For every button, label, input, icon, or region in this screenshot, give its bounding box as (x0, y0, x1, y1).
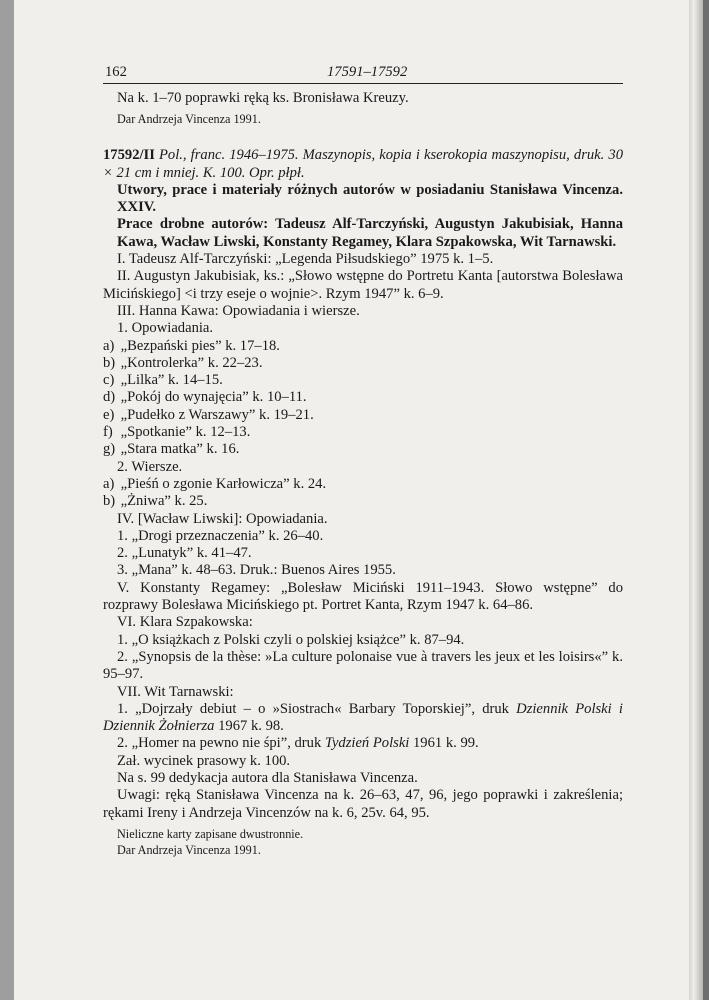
list-item: a) „Pieśń o zgonie Karłowicza” k. 24. (103, 475, 327, 492)
item-iii-1: 1. Opowiadania. (117, 320, 214, 337)
intro-donation: Dar Andrzeja Vincenza 1991. (117, 112, 261, 127)
item-ii: II. Augustyn Jakubisiak, ks.: „Słowo wstępne do Portretu Kanta [autorstwa Bolesława Micińskiego] <i trzy eseje o wojnie>. Rzym 1947” k. 6–9. (103, 268, 623, 302)
list-item: a) „Bezpański pies” k. 17–18. (103, 337, 280, 354)
dedication-note: Na s. 99 dedykacja autora dla Stanisława Vincenza. (117, 769, 418, 786)
attachment-note: Zał. wycinek prasowy k. 100. (117, 752, 291, 769)
item-v: V. Konstanty Regamey: „Bolesław Miciński 1911–1943. Słowo wstępne” do rozprawy Bolesława Micińskiego pt. Portret Kanta, Rzym 1947 k. 64–86. (103, 579, 623, 614)
list-item: e) „Pudełko z Warszawy” k. 19–21. (103, 406, 314, 423)
entry-subtitle: Prace drobne autorów: Tadeusz Alf-Tarczyński, Augustyn Jakubisiak, Hanna Kawa, Wacław Liwski, Konstanty Regamey, Klara Szpakowska, Wit Tarnawski. (117, 216, 623, 250)
list-item: c) „Lilka” k. 14–15. (103, 372, 223, 389)
scan-border (703, 0, 709, 1000)
entry-id: 17592/II (103, 147, 155, 164)
page-content (103, 63, 623, 858)
list-item: g) „Stara matka” k. 16. (103, 441, 240, 458)
entry-range: 17591–17592 (327, 63, 408, 80)
item-iv: IV. [Wacław Liwski]: Opowiadania. (117, 510, 328, 527)
list-item: 1. „O książkach z Polski czyli o polskiej książce” k. 87–94. (117, 631, 465, 648)
running-header (103, 63, 623, 84)
entry-title: Utwory, prace i materiały różnych autorów w posiadaniu Stanisława Vincenza. XXIV. (117, 181, 623, 216)
list-item: 2. „Lunatyk” k. 41–47. (117, 545, 252, 562)
footer-donation: Dar Andrzeja Vincenza 1991. (117, 842, 261, 857)
list-item: 2. „Homer na pewno nie śpi”, druk Tydzień Polski 1961 k. 99. (117, 735, 479, 752)
item-iii-2: 2. Wiersze. (117, 458, 183, 475)
entry-description: Pol., franc. 1946–1975. Maszynopis, kopia i kserokopia maszynopisu, druk. 30 × 21 cm i mniej. K. 100. Opr. płpł. (103, 147, 623, 181)
item-vii: VII. Wit Tarnawski: (117, 683, 234, 700)
page-edge (689, 0, 703, 1000)
item-vi: VI. Klara Szpakowska: (117, 614, 253, 631)
intro-note: Na k. 1–70 poprawki ręką ks. Bronisława Kreuzy. (117, 90, 409, 106)
entry-heading (103, 147, 623, 182)
list-item: 2. „Synopsis de la thèse: »La culture polonaise vue à travers les jeux et les loisirs«” k. 95–97. (103, 648, 623, 683)
footer-note: Nieliczne karty zapisane dwustronnie. (117, 826, 304, 841)
remarks: Uwagi: ręką Stanisława Vincenza na k. 26–63, 47, 96, jego poprawki i zakreślenia; rękami Ireny i Andrzeja Vincenzów na k. 6, 25v. 64, 95. (103, 787, 623, 821)
list-item: 3. „Mana” k. 48–63. Druk.: Buenos Aires 1955. (117, 562, 396, 579)
list-item: d) „Pokój do wynajęcia” k. 10–11. (103, 389, 307, 406)
list-item: b) „Kontrolerka” k. 22–23. (103, 354, 263, 371)
item-iii: III. Hanna Kawa: Opowiadania i wiersze. (117, 302, 360, 319)
list-item: b) „Żniwa” k. 25. (103, 493, 208, 510)
list-item: 1. „Dojrzały debiut – o »Siostrach« Barbary Toporskiej”, druk Dziennik Polski i Dziennik Żołnierza 1967 k. 98. (103, 700, 623, 735)
page-number: 162 (105, 63, 127, 80)
list-item: f) „Spotkanie” k. 12–13. (103, 424, 251, 441)
item-i: I. Tadeusz Alf-Tarczyński: „Legenda Piłsudskiego” 1975 k. 1–5. (117, 251, 494, 268)
list-item: 1. „Drogi przeznaczenia” k. 26–40. (117, 527, 324, 544)
